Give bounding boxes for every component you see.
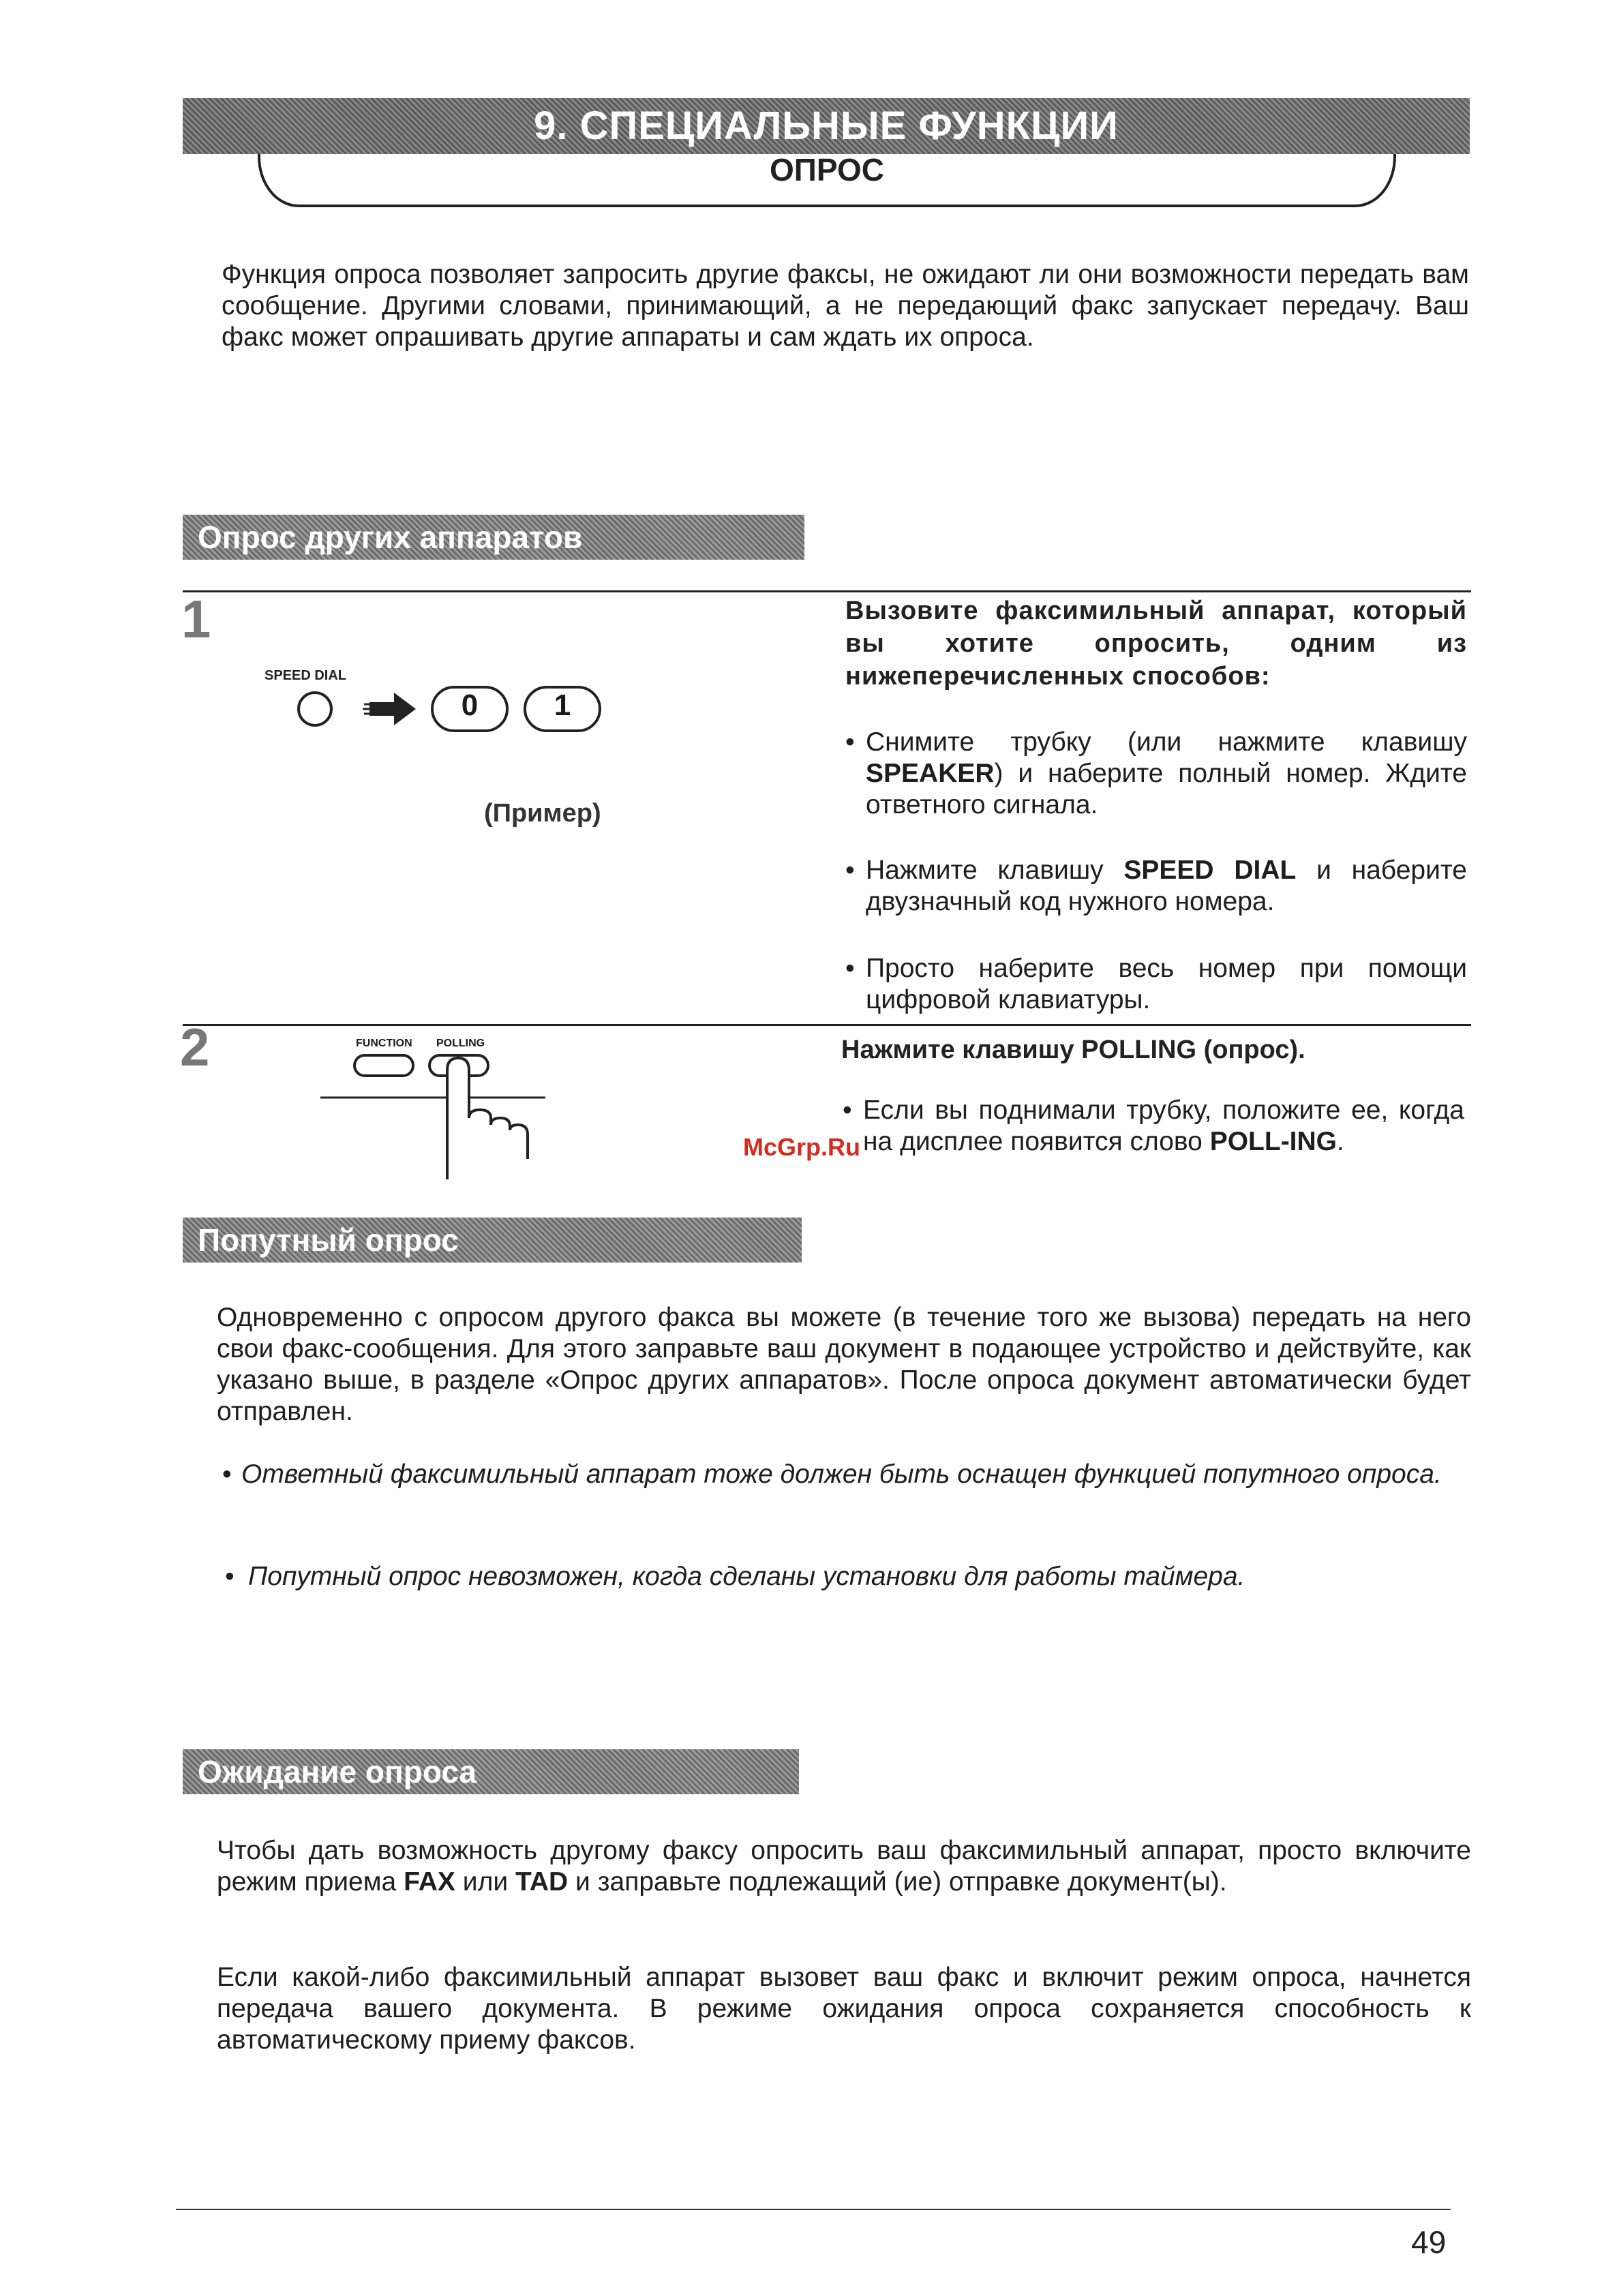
speed-dial-key-name: SPEED DIAL	[1123, 856, 1297, 885]
chapter-subtitle	[258, 154, 1396, 207]
step-number-1: 1	[181, 589, 211, 649]
divider	[183, 1024, 1471, 1026]
key-0-label: 0	[461, 689, 479, 722]
piggyback-note-1	[217, 1459, 1471, 1490]
polling-display-word: POLL-ING	[1209, 1127, 1338, 1156]
intro-paragraph: Функция опроса позволяет запросить другие факсы, не ожидают ли они возможности передать вам сообщение. Другими словами, принимающий, а не передающий факс запускает передачу. Ваш факс может опрашивать другие аппараты и сам ждать их опроса.	[222, 260, 1469, 352]
piggyback-paragraph: Одновременно с опросом другого факса вы можете (в течение того же вызова) передать на него свои факс-сообщения. Для этого заправьте ваш документ в подающее устройство и действуйте, как указано выше, в разделе «Опрос других аппаратов». После опроса документ автоматически будет отправлен.	[217, 1303, 1471, 1426]
bullet-text-part: Снимите трубку (или нажмите клавишу	[866, 727, 1467, 757]
step1-bullet-2	[845, 855, 1467, 918]
step2-heading: Нажмите клавишу POLLING (опрос).	[841, 1036, 1305, 1064]
standby-paragraph-1	[217, 1835, 1471, 1898]
para-text-part: или	[455, 1867, 515, 1897]
section-title-polling-standby: Ожидание опроса	[183, 1749, 799, 1794]
key-1-label: 1	[554, 689, 571, 722]
standby-paragraph-2: Если какой-либо факсимильный аппарат вызовет ваш факс и включит режим опроса, начнется передача вашего документа. В режиме ожидания опроса сохраняется способность к автоматическому приему факсов.	[217, 1963, 1471, 2055]
function-key-label: FUNCTION	[356, 1038, 412, 1049]
chapter-title: 9. СПЕЦИАЛЬНЫЕ ФУНКЦИИ	[183, 98, 1470, 154]
polling-key-label: POLLING	[436, 1038, 485, 1049]
step-number-2: 2	[180, 1017, 210, 1077]
page-number: 49	[1411, 2224, 1447, 2260]
step1-heading: Вызовите факсимильный аппарат, который вы хотите опросить, одним из нижеперечисленных способов:	[845, 596, 1467, 691]
footer-rule	[176, 2209, 1451, 2210]
speed-dial-key-icon	[299, 693, 331, 725]
piggyback-note-2	[217, 1561, 1471, 1592]
watermark: McGrp.Ru	[743, 1133, 861, 1161]
bullet-text-part: Если вы поднимали трубку, положите ее, когда на дисплее появится слово	[863, 1096, 1464, 1156]
step2-bullet	[843, 1095, 1464, 1158]
polling-key-diagram	[314, 1050, 559, 1179]
bullet-text-part: .	[1337, 1127, 1344, 1156]
step1-bullet-1	[845, 727, 1467, 821]
para-text-part: и заправьте подлежащий (ие) отправке документ(ы).	[568, 1867, 1227, 1897]
section-title-polling-others: Опрос других аппаратов	[183, 515, 804, 560]
para-text-part: Чтобы дать возможность другому факсу опросить ваш факсимильный аппарат, просто включите режим приема	[217, 1836, 1471, 1897]
bullet-text-part: Нажмите клавишу	[866, 856, 1124, 885]
pressing-finger-icon	[447, 1058, 528, 1179]
bullet-dot-icon: •	[845, 727, 855, 757]
bullet-text-part: Просто наберите весь номер при помощи цифровой клавиатуры.	[866, 954, 1467, 1014]
speaker-key-name: SPEAKER	[866, 759, 995, 788]
fax-mode-name: FAX	[404, 1867, 455, 1897]
section-title-piggyback-polling: Попутный опрос	[183, 1218, 802, 1263]
bullet-text-part: и наберите двузначный код нужного номера.	[866, 856, 1467, 916]
bullet-dot-icon: •	[845, 856, 855, 885]
note-text: Ответный факсимильный аппарат тоже должен быть оснащен функцией попутного опроса.	[241, 1460, 1442, 1489]
bullet-dot-icon: •	[845, 954, 855, 983]
bullet-dot-icon: •	[843, 1096, 852, 1125]
example-label: (Пример)	[484, 799, 601, 828]
divider	[183, 590, 1471, 592]
function-key-outline	[354, 1055, 413, 1076]
bullet-dot-icon: •	[225, 1562, 235, 1591]
arrow-right-icon	[363, 693, 416, 725]
step1-bullet-3	[845, 953, 1467, 1016]
note-text: Попутный опрос невозможен, когда сделаны установки для работы таймера.	[248, 1562, 1245, 1591]
bullet-text-part: ) и наберите полный номер. Ждите ответного сигнала.	[866, 759, 1467, 819]
bullet-dot-icon: •	[222, 1460, 232, 1489]
tad-mode-name: TAD	[515, 1867, 569, 1897]
subtitle-text: ОПРОС	[770, 152, 884, 187]
speed-dial-label: SPEED DIAL	[265, 668, 347, 683]
